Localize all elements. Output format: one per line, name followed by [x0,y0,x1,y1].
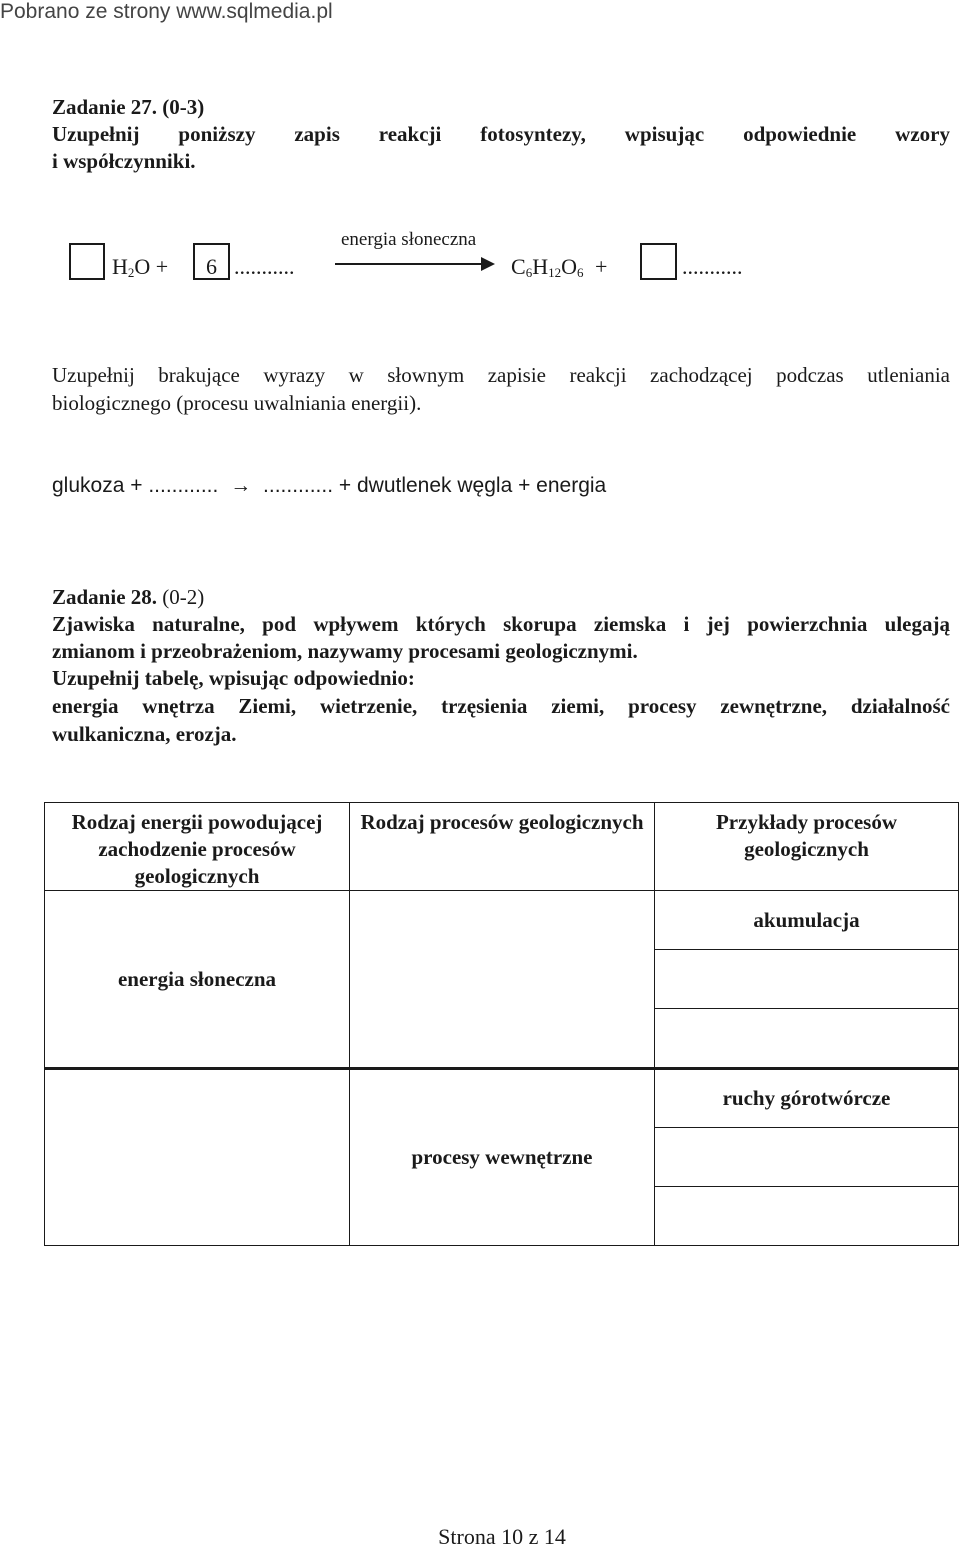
coefficient-box-1[interactable] [69,243,105,280]
task28-para3-line2: wulkaniczna, erozja. [52,722,237,746]
header-examples: Przykłady procesów geologicznych [655,803,959,891]
coefficient-value: 6 [206,254,217,279]
task28-para3-line1: energia wnętrza Ziemi, wietrzenie, trzęsienia ziemi, procesy zewnętrzne, działalność [52,694,950,718]
word-equation: glukoza + ............ → ............ + dwutlenek węgla + energia [52,474,607,497]
water-formula: $H_2O$ + [112,254,169,280]
cell-example-blank-3[interactable] [655,1128,959,1187]
reaction-arrow [335,256,497,272]
task27-instruction2-line1: Uzupełnij brakujące wyrazy w słownym zapisie reakcji zachodzącej podczas utleniania [52,363,950,387]
header-energy-type: Rodzaj energii powodującej zachodzenie procesów geologicznych [45,803,350,891]
task28-title: Zadanie 28. (0-2) [52,585,205,609]
watermark: Pobrano ze strony www.sqlmedia.pl [0,0,333,23]
cell-example-blank-2[interactable] [655,1009,959,1069]
geology-table [44,802,959,1246]
cell-energy-type-internal[interactable] [45,1069,350,1246]
task27-instruction-line2: i współczynniki. [52,149,196,173]
task27-instruction-line1: Uzupełnij poniższy zapis reakcji fotosyntezy, wpisując odpowiednie wzory [52,122,950,146]
reaction-condition: energia słoneczna [341,229,477,250]
header-process-type: Rodzaj procesów geologicznych [350,803,655,891]
task28-para1-line1: Zjawiska naturalne, pod wpływem których skorupa ziemska i jej powierzchnia ulegają [52,612,950,636]
cell-energia-sloneczna: energia słoneczna [45,891,350,1069]
cell-process-type-external[interactable] [350,891,655,1069]
cell-ruchy-gorotworcze: ruchy górotwórcze [655,1069,959,1128]
task27-instruction2-line2: biologicznego (procesu uwalniania energii). [52,391,422,415]
dots-1[interactable]: ........... [234,254,295,279]
page-footer: Strona 10 z 14 [438,1524,566,1549]
cell-example-blank-4[interactable] [655,1187,959,1246]
task27-title: Zadanie 27. (0-3) [52,95,205,119]
cell-example-blank-1[interactable] [655,950,959,1009]
cell-procesy-wewnetrzne: procesy wewnętrzne [350,1069,655,1246]
coefficient-box-3[interactable] [640,243,677,280]
glucose-formula: $C_6H_{12}O_6$ + [511,254,608,280]
cell-akumulacja: akumulacja [655,891,959,950]
task28-para1-line2: zmianom i przeobrażeniom, nazywamy procesami geologicznymi. [52,639,638,663]
dots-2[interactable]: ........... [682,254,743,279]
task28-para2: Uzupełnij tabelę, wpisując odpowiednio: [52,666,415,690]
